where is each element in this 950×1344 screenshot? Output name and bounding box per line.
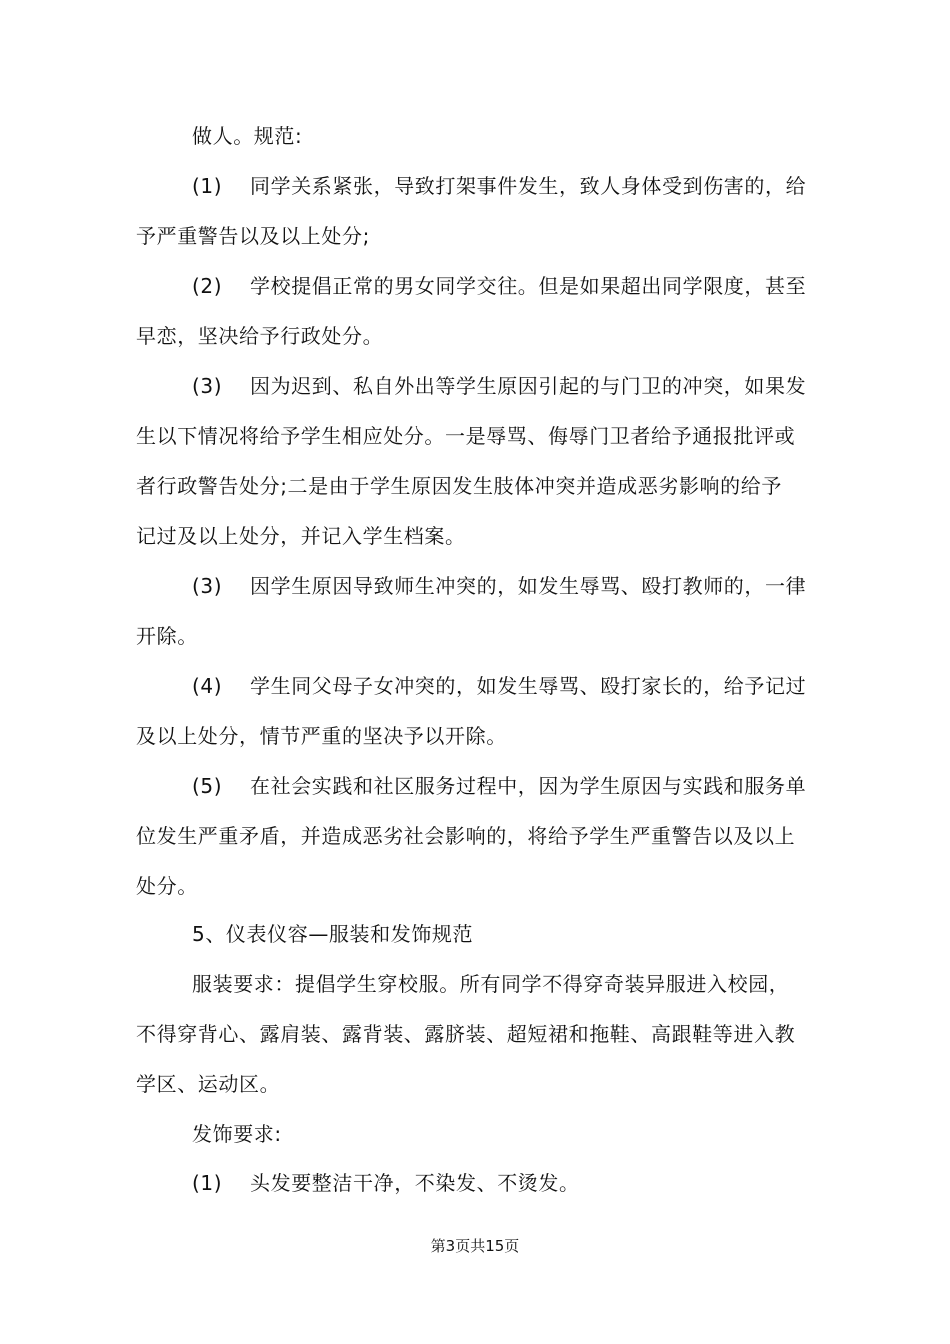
- line-text: 处分。: [136, 874, 198, 898]
- text-line: [136, 323, 836, 349]
- text-line: [136, 423, 836, 449]
- text-line: [192, 123, 892, 149]
- text-line: [192, 1121, 892, 1147]
- text-line: [136, 1021, 836, 1047]
- line-text: 不得穿背心、露肩装、露背装、露脐装、超短裙和拖鞋、高跟鞋等进入教: [136, 1022, 796, 1046]
- text-line: [136, 1071, 836, 1097]
- line-text: 做人。规范:: [192, 124, 303, 148]
- text-line: [136, 523, 836, 549]
- list-item: [192, 1170, 892, 1196]
- line-text: 早恋，坚决给予行政处分。: [136, 324, 384, 348]
- line-text: 同学关系紧张，导致打架事件发生，致人身体受到伤害的，给: [250, 174, 807, 198]
- text-line: [136, 873, 836, 899]
- text-line: [136, 823, 836, 849]
- line-text: 发饰要求:: [192, 1122, 282, 1146]
- list-item: [192, 673, 892, 699]
- line-text: 因为迟到、私自外出等学生原因引起的与门卫的冲突，如果发: [250, 374, 807, 398]
- text-line: [136, 723, 836, 749]
- line-text: 学生同父母子女冲突的，如发生辱骂、殴打家长的，给予记过: [250, 674, 807, 698]
- item-number: (4): [192, 674, 223, 698]
- item-number: (1): [192, 174, 223, 198]
- page-number-footer: 第3页共15页: [430, 1237, 520, 1255]
- line-text: 生以下情况将给予学生相应处分。一是辱骂、侮辱门卫者给予通报批评或: [136, 424, 796, 448]
- line-text: 位发生严重矛盾，并造成恶劣社会影响的，将给予学生严重警告以及以上: [136, 824, 796, 848]
- line-text: 记过及以上处分，并记入学生档案。: [136, 524, 466, 548]
- section-heading: [192, 921, 892, 947]
- line-text: 予严重警告以及以上处分;: [136, 224, 370, 248]
- line-text: 在社会实践和社区服务过程中，因为学生原因与实践和服务单: [250, 774, 807, 798]
- text-line: [136, 623, 836, 649]
- list-item: [192, 173, 892, 199]
- list-item: [192, 773, 892, 799]
- line-text: 服装要求：提倡学生穿校服。所有同学不得穿奇装异服进入校园，: [192, 972, 790, 996]
- item-number: (2): [192, 274, 223, 298]
- line-text: 开除。: [136, 624, 198, 648]
- line-text: 及以上处分，情节严重的坚决予以开除。: [136, 724, 507, 748]
- item-number: (3): [192, 374, 223, 398]
- line-text: 5、仪表仪容—服装和发饰规范: [192, 922, 474, 946]
- line-text: 学区、运动区。: [136, 1072, 281, 1096]
- line-text: 头发要整洁干净，不染发、不烫发。: [250, 1171, 580, 1195]
- item-number: (1): [192, 1171, 223, 1195]
- text-line: [192, 971, 892, 997]
- line-text: 因学生原因导致师生冲突的，如发生辱骂、殴打教师的，一律: [250, 574, 807, 598]
- line-text: 者行政警告处分;二是由于学生原因发生肢体冲突并造成恶劣影响的给予: [136, 474, 782, 498]
- item-number: (3): [192, 574, 223, 598]
- list-item: [192, 573, 892, 599]
- text-line: [136, 473, 836, 499]
- item-number: (5): [192, 774, 223, 798]
- list-item: [192, 273, 892, 299]
- text-line: [136, 223, 836, 249]
- line-text: 学校提倡正常的男女同学交往。但是如果超出同学限度，甚至: [250, 274, 807, 298]
- list-item: [192, 373, 892, 399]
